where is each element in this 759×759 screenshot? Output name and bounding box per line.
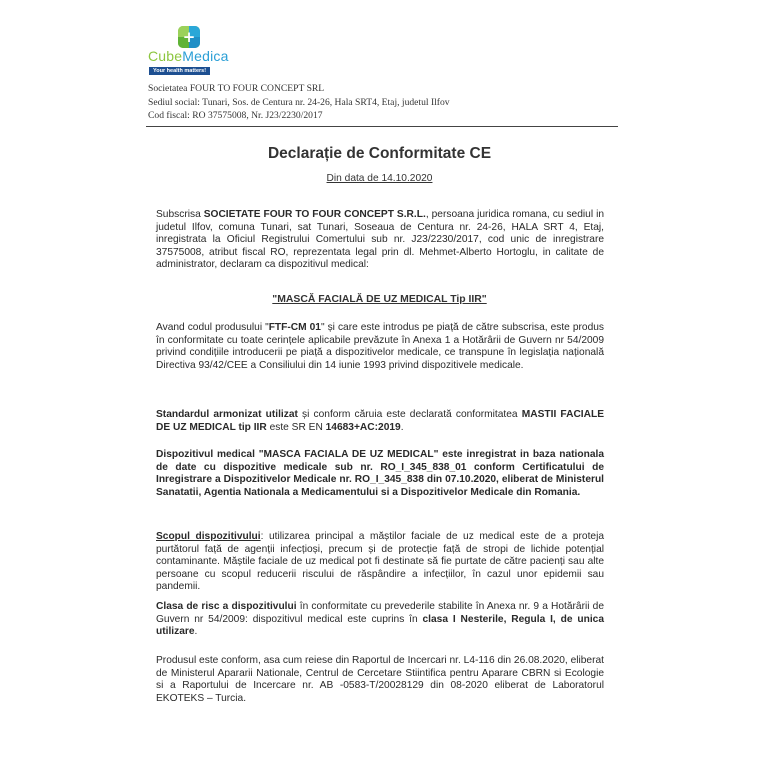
page-title: Declarație de Conformitate CE xyxy=(267,145,492,162)
company-name: Societatea FOUR TO FOUR CONCEPT SRL xyxy=(148,83,325,94)
logo-wordmark: CubeMedica xyxy=(148,48,229,64)
registration-paragraph: Dispozitivul medical "MASCA FACIALA DE UZ MEDICAL" este inregistrat in baza nationala de date cu dispozitive medicale sub nr. RO_I_345_838_01 conform Certificatului de Inregistrare a Dispozitivelor Medicale nr. RO_I_345_838 din 07.10.2020, eliberat de Ministerul Sanatatii, Agentia Nationala a Medicamentului si a Dispozitivelor Medicale din Romania. xyxy=(156,449,604,498)
plus-icon: + xyxy=(178,26,200,48)
risk-class-paragraph: Clasa de risc a dispozitivului în conformitate cu prevederile stabilite în Anexa nr. 9 a Hotărârii de Guvern nr 54/2009: dispozitivul medical este cuprins în clasa I Nesterile, Regula I, de unica utilizare. xyxy=(156,601,604,638)
scope-paragraph: Scopul dispozitivului: utilizarea principal a măștilor faciale de uz medical este de a proteja purtătorul față de agenții infecțioși, precum și de protecție față de stropi de lichide potențial contaminante. Măștile faciale de uz medical pot fi destinate să fie purtate de către pacienți sau alte persoane cu scopul reducerii riscului de răspândire a infecțiilor, în cazul unor epidemii sau pandemii. xyxy=(156,531,604,593)
company-logo xyxy=(148,26,238,82)
company-header xyxy=(148,82,450,123)
conformity-paragraph: Produsul este conform, asa cum reiese din Raportul de Incercari nr. L4-116 din 26.08.2020, eliberat de Ministerul Apararii Nationale, Centrul de Cercetare Stiintifica pentru Aparare CBRN si Ecologie si a Raportului de Incercare nr. AB -0583-T/20028129 din 08-2020 eliberat de Laboratorul EKOTEKS – Turcia. xyxy=(156,655,604,704)
document-date: Din data de 14.10.2020 xyxy=(326,173,433,184)
product-title: "MASCĂ FACIALĂ DE UZ MEDICAL Tip IIR" xyxy=(272,294,487,305)
company-fiscal-code: Cod fiscal: RO 37575008, Nr. J23/2230/2017 xyxy=(148,110,323,121)
standard-paragraph: Standardul armonizat utilizat și conform căruia este declarată conformitatea MASTII FACIALE DE UZ MEDICAL tip IIR este SR EN 14683+AC:2019. xyxy=(156,409,605,433)
product-code-paragraph: Avand codul produsului "FTF-CM 01" și care este introdus pe piață de către subscrisa, este produs în conformitate cu toate cerințele aplicabile prevăzute în Anexa 1 a Hotărârii de Guvern nr 54/2009 privind condițiile introducerii pe piață a dispozitivelor medicale, ce transpune în legislația națională Directiva 93/42/CEE a Consiliului din 14 iunie 1993 privind dispozitivele medicale. xyxy=(156,322,604,371)
company-address: Sediul social: Tunari, Sos. de Centura nr. 24-26, Hala SRT4, Etaj, judetul Ilfov xyxy=(148,96,450,108)
header-divider xyxy=(146,126,618,127)
intro-paragraph: Subscrisa SOCIETATE FOUR TO FOUR CONCEPT S.R.L., persoana juridica romana, cu sediul in judetul Ilfov, comuna Tunari, sat Tunari, Soseaua de Centura nr. 24-26, HALA SRT 4, Etaj, inregistrata la Oficiul Registrului Comertului sub nr. J23/2230/2017, cod unic de inregistrare 37575008, atribut fiscal RO, reprezentata legal prin dl. Mehmet-Alberto Hortoglu, in calitate de administrator, declaram ca dispozitivul medical: xyxy=(156,209,604,271)
logo-tagline: Your health matters! xyxy=(149,67,210,75)
